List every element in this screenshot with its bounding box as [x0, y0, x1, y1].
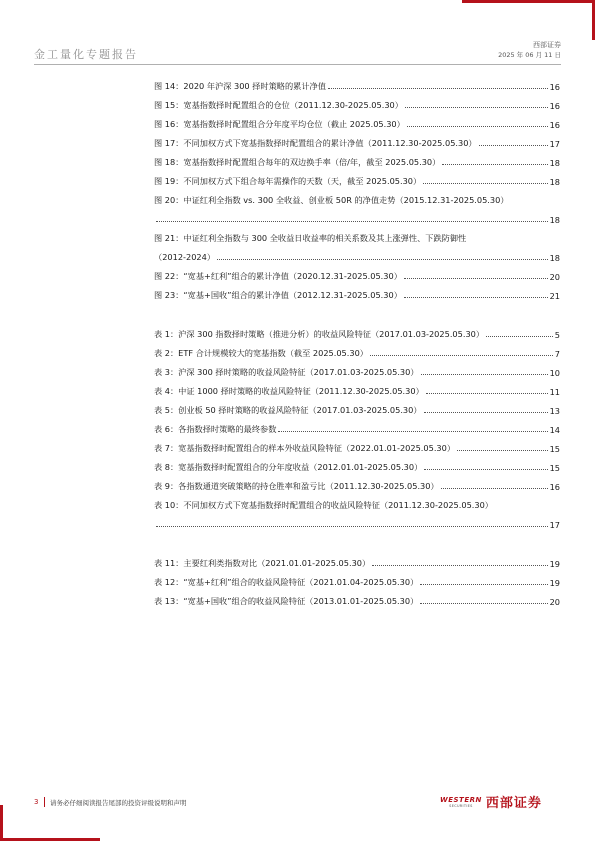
toc-leader-dots — [156, 221, 548, 222]
toc-entry-page: 13 — [549, 406, 560, 416]
toc-leader-dots — [457, 450, 548, 451]
toc-entry[interactable] — [154, 359, 560, 378]
toc-entry-label: 表 6：各指数择时策略的最终参数 — [154, 424, 277, 434]
toc-entry-page: 15 — [549, 444, 560, 454]
toc-entry[interactable] — [154, 244, 560, 263]
toc-entry-label: （2012-2024） — [154, 252, 216, 262]
toc-entry[interactable] — [154, 454, 560, 473]
toc-entry-label: 图 18：宽基指数择时配置组合每年的双边换手率（倍/年，截至 2025.05.30） — [154, 157, 441, 167]
corner-decoration-top-right — [462, 0, 595, 3]
toc-entry-page: 16 — [549, 120, 560, 130]
toc-leader-dots — [423, 183, 547, 184]
toc-entry[interactable] — [154, 321, 560, 340]
toc-entry-label: 表 2：ETF 合计规模较大的宽基指数（截至 2025.05.30） — [154, 348, 368, 358]
toc-entry-label: 表 9：各指数通道突破策略的持仓胜率和盈亏比（2011.12.30-2025.05.30） — [154, 481, 439, 491]
toc-entry-page: 19 — [549, 559, 560, 569]
toc-entry-page: 7 — [554, 349, 560, 359]
toc-entry[interactable] — [154, 263, 560, 282]
toc-entry[interactable] — [154, 111, 560, 130]
toc-entry-label: 图 21：中证红利全指数与 300 全收益日收益率的相关系数及其上涨弹性、下跌防御性 — [154, 233, 467, 243]
toc-leader-dots — [404, 278, 548, 279]
toc-entry-label: 图 22：“宽基+红利”组合的累计净值（2020.12.31-2025.05.30） — [154, 271, 402, 281]
toc-entry[interactable] — [154, 206, 560, 225]
toc-entry-page: 17 — [549, 520, 560, 530]
toc-entry-page: 10 — [549, 368, 560, 378]
toc-entry-label: 表 11：主要红利类指数对比（2021.01.01-2025.05.30） — [154, 558, 371, 568]
toc-leader-dots — [405, 107, 548, 108]
toc-entry[interactable] — [154, 92, 560, 111]
toc-entry-label: 图 17：不同加权方式下宽基指数择时配置组合的累计净值（2011.12.30-2025.05.30） — [154, 138, 477, 148]
toc-entry-page: 11 — [549, 387, 560, 397]
company-logo — [440, 792, 542, 811]
toc-entry-page: 17 — [549, 139, 560, 149]
toc-entry[interactable] — [154, 511, 560, 530]
toc-entry[interactable] — [154, 225, 560, 244]
toc-entry-page: 20 — [549, 597, 560, 607]
table-of-figures — [154, 73, 560, 607]
toc-leader-dots — [278, 431, 547, 432]
toc-entry[interactable] — [154, 378, 560, 397]
toc-entry-label: 图 16：宽基指数择时配置组合分年度平均仓位（截止 2025.05.30） — [154, 119, 405, 129]
toc-entry-label: 表 1：沪深 300 指数择时策略（推进分析）的收益风险特征（2017.01.03-2025.05.30） — [154, 329, 485, 339]
toc-leader-dots — [372, 565, 547, 566]
toc-leader-dots — [328, 88, 548, 89]
toc-leader-dots — [156, 526, 548, 527]
toc-entry[interactable] — [154, 473, 560, 492]
toc-entry[interactable] — [154, 282, 560, 301]
toc-entry-label: 图 20：中证红利全指数 vs. 300 全收益、创业板 50R 的净值走势（2015.12.31-2025.05.30） — [154, 195, 509, 205]
logo-text-en: WESTERN — [440, 795, 482, 804]
toc-entry[interactable] — [154, 73, 560, 92]
toc-entry[interactable] — [154, 187, 560, 206]
toc-entry-page: 18 — [549, 215, 560, 225]
page-number: 3 — [34, 798, 39, 806]
toc-entry-label: 表 12：“宽基+红利”组合的收益风险特征（2021.01.04-2025.05.30） — [154, 577, 419, 587]
toc-entry-label: 图 23：“宽基+国收”组合的累计净值（2012.12.31-2025.05.30） — [154, 290, 402, 300]
toc-entry-page: 15 — [549, 463, 560, 473]
footer-divider — [44, 797, 45, 807]
toc-entry-label: 表 7：宽基指数择时配置组合的样本外收益风险特征（2022.01.01-2025.05.30） — [154, 443, 456, 453]
toc-entry-page: 18 — [549, 177, 560, 187]
toc-leader-dots — [426, 393, 548, 394]
toc-leader-dots — [479, 145, 548, 146]
toc-leader-dots — [420, 603, 547, 604]
toc-entry-page: 19 — [549, 578, 560, 588]
toc-entry-label: 表 10：不同加权方式下宽基指数择时配置组合的收益风险特征（2011.12.30-2025.05.30） — [154, 500, 493, 510]
corner-decoration-bottom-left-vertical — [0, 805, 3, 841]
toc-entry[interactable] — [154, 397, 560, 416]
header-divider — [34, 64, 561, 65]
toc-leader-dots — [424, 412, 548, 413]
toc-entry-label: 表 4：中证 1000 择时策略的收益风险特征（2011.12.30-2025.05.30） — [154, 386, 424, 396]
logo-mark — [440, 796, 482, 808]
report-type-title: 金工量化专题报告 — [34, 48, 138, 61]
logo-text-cn: 西部证券 — [485, 796, 542, 811]
toc-leader-dots — [441, 488, 548, 489]
toc-entry[interactable] — [154, 340, 560, 359]
toc-entry-label: 图 15：宽基指数择时配置组合的仓位（2011.12.30-2025.05.30） — [154, 100, 403, 110]
toc-entry-label: 表 3：沪深 300 择时策略的收益风险特征（2017.01.03-2025.05.30） — [154, 367, 419, 377]
toc-entry-page: 14 — [549, 425, 560, 435]
toc-entry[interactable] — [154, 569, 560, 588]
toc-entry-page: 16 — [549, 482, 560, 492]
toc-leader-dots — [486, 336, 553, 337]
toc-entry-page: 16 — [549, 82, 560, 92]
toc-leader-dots — [421, 374, 548, 375]
toc-entry-page: 18 — [549, 158, 560, 168]
toc-leader-dots — [217, 259, 548, 260]
toc-leader-dots — [407, 126, 548, 127]
toc-entry[interactable] — [154, 416, 560, 435]
toc-entry-page: 18 — [549, 253, 560, 263]
toc-entry-label: 图 14：2020 年沪深 300 择时策略的累计净值 — [154, 81, 326, 91]
toc-entry[interactable] — [154, 588, 560, 607]
toc-entry[interactable] — [154, 168, 560, 187]
toc-leader-dots — [370, 355, 553, 356]
toc-entry-label: 表 8：宽基指数择时配置组合的分年度收益（2012.01.01-2025.05.30） — [154, 462, 423, 472]
toc-entry[interactable] — [154, 130, 560, 149]
toc-leader-dots — [424, 469, 547, 470]
toc-entry-page: 21 — [549, 291, 560, 301]
toc-entry[interactable] — [154, 492, 560, 511]
toc-entry-page: 5 — [554, 330, 560, 340]
header-brand: 西部证券 — [533, 41, 561, 49]
toc-entry[interactable] — [154, 435, 560, 454]
header-date: 2025 年 06 月 11 日 — [498, 51, 561, 59]
toc-entry-page: 20 — [549, 272, 560, 282]
toc-entry-page: 16 — [549, 101, 560, 111]
toc-leader-dots — [404, 297, 548, 298]
toc-entry-label: 表 5：创业板 50 择时策略的收益风险特征（2017.01.03-2025.05.30） — [154, 405, 422, 415]
toc-entry[interactable] — [154, 550, 560, 569]
footer-disclaimer: 请务必仔细阅读报告尾部的投资评级说明和声明 — [50, 799, 187, 807]
toc-leader-dots — [442, 164, 547, 165]
header-meta — [498, 40, 561, 60]
toc-entry-label: 图 19：不同加权方式下组合每年需操作的天数（天，截至 2025.05.30） — [154, 176, 422, 186]
toc-entry[interactable] — [154, 149, 560, 168]
toc-entry-label: 表 13：“宽基+国收”组合的收益风险特征（2013.01.01-2025.05.30） — [154, 596, 419, 606]
logo-text-en-sub: SECURITIES — [449, 803, 473, 808]
toc-leader-dots — [420, 584, 547, 585]
